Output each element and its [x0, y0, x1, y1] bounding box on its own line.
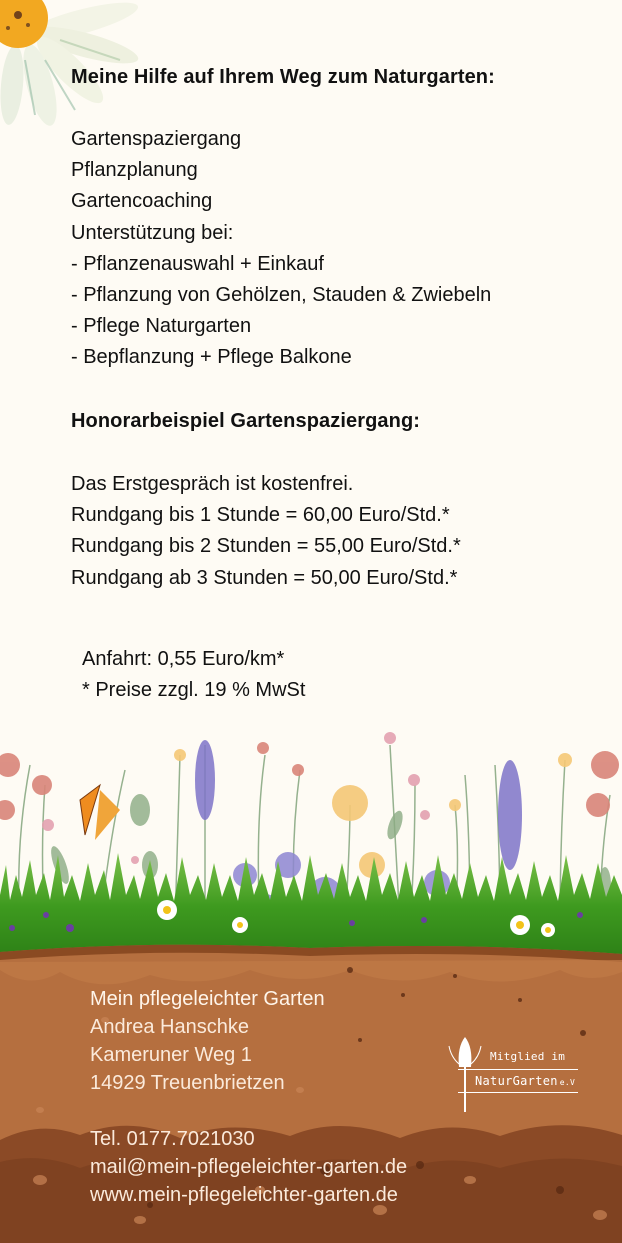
pricing-line: Das Erstgespräch ist kostenfrei.	[71, 473, 354, 495]
contact-city: 14929 Treuenbrietzen	[90, 1072, 285, 1094]
badge-org-name	[475, 1074, 575, 1088]
service-item: Gartenspaziergang	[71, 128, 242, 150]
pricing-line: Rundgang bis 2 Stunden = 55,00 Euro/Std.*	[71, 535, 461, 558]
services-list	[71, 124, 491, 374]
badge-org-suffix: e.V	[559, 1078, 576, 1087]
travel-cost-note: Anfahrt: 0,55 Euro/km*	[82, 648, 285, 670]
pricing-heading: Honorarbeispiel Gartenspaziergang:	[71, 410, 421, 432]
service-item: Gartencoaching	[71, 190, 213, 213]
contact-email[interactable]: mail@mein-pflegeleichter-garten.de	[90, 1156, 408, 1178]
service-item: - Pflege Naturgarten	[71, 315, 252, 338]
contact-website[interactable]: www.mein-pflegeleichter-garten.de	[90, 1184, 398, 1206]
badge-rule-top	[458, 1069, 578, 1070]
pricing-list	[71, 469, 461, 594]
badge-org-label: NaturGarten	[475, 1074, 558, 1088]
service-item: - Pflanzenauswahl + Einkauf	[71, 252, 324, 275]
butterfly-icon	[80, 785, 120, 840]
pricing-line: Rundgang ab 3 Stunden = 50,00 Euro/Std.*	[71, 566, 458, 589]
service-item: Unterstützung bei:	[71, 221, 234, 244]
contact-street: Kameruner Weg 1	[90, 1044, 252, 1066]
contact-phone[interactable]: Tel. 0177.7021030	[90, 1128, 255, 1150]
teasel-plant-icon	[445, 1032, 485, 1112]
company-name: Mein pflegeleichter Garten	[90, 988, 325, 1010]
services-heading: Meine Hilfe auf Ihrem Weg zum Naturgarten:	[71, 66, 495, 88]
pricing-notes	[82, 644, 305, 706]
service-item: - Pflanzung von Gehölzen, Stauden & Zwiebeln	[71, 284, 492, 307]
naturgarten-member-badge	[440, 1050, 600, 1125]
service-item: Pflanzplanung	[71, 159, 198, 182]
badge-member-label: Mitglied im	[490, 1050, 566, 1063]
meadow-illustration-icon	[0, 725, 622, 960]
contact-name: Andrea Hanschke	[90, 1016, 249, 1038]
vat-note: * Preise zzgl. 19 % MwSt	[82, 679, 306, 702]
contact-block	[90, 985, 407, 1209]
badge-rule-bottom	[458, 1092, 578, 1093]
pricing-line: Rundgang bis 1 Stunde = 60,00 Euro/Std.*	[71, 504, 450, 527]
service-item: - Bepflanzung + Pflege Balkone	[71, 346, 352, 369]
